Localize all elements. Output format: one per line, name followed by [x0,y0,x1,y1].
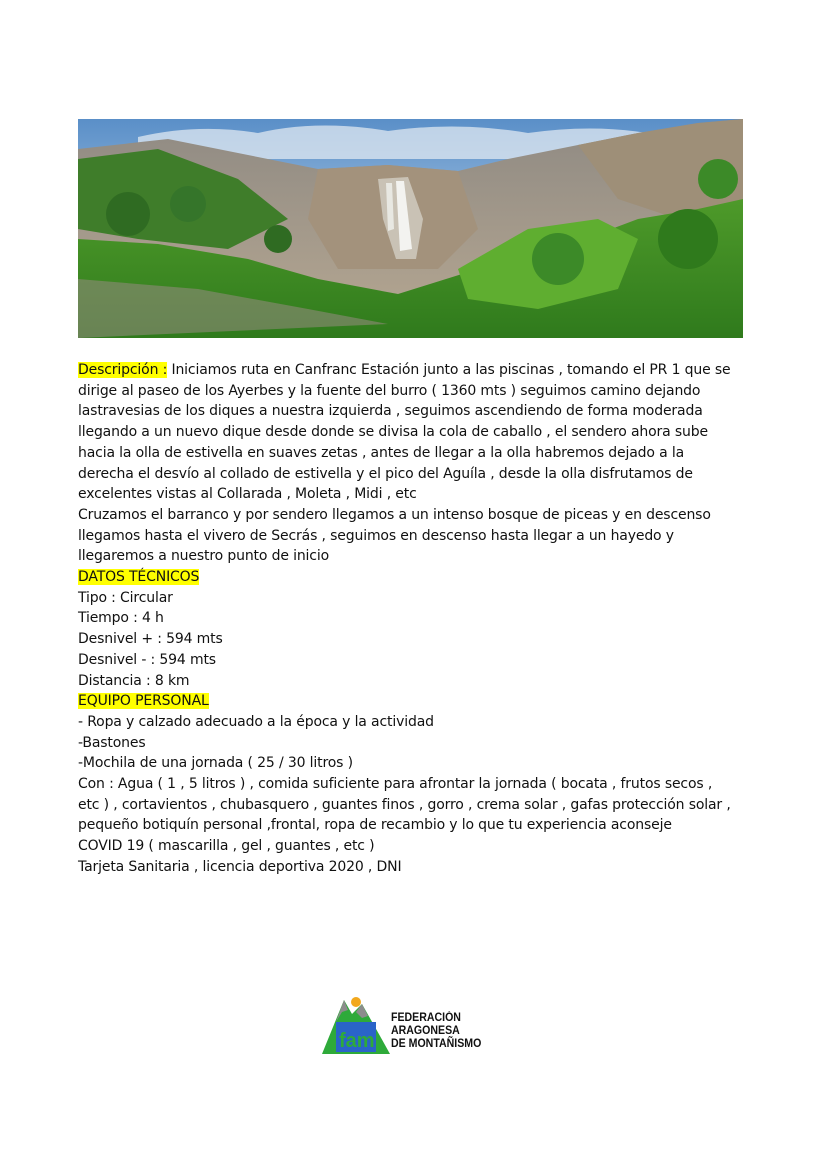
organization-name [391,1012,481,1051]
equipo-line: pequeño botiquín personal ,frontal, ropa de recambio y lo que tu experiencia aconseje [78,817,672,834]
waterfall-photo [78,119,743,338]
fam-mark: fam [339,1030,375,1052]
description-line: excelentes vistas al Collarada , Moleta , Midi , etc [78,486,417,503]
equipo-line: Con : Agua ( 1 , 5 litros ) , comida suficiente para afrontar la jornada ( bocata , frutos secos , [78,776,713,793]
tech-tiempo: Tiempo : 4 h [78,610,164,627]
description-line: derecha el desvío al collado de estivella y el pico del Aguíla , desde la olla disfrutamos de [78,465,693,482]
org-line-1: FEDERACIÓN [391,1012,461,1024]
equipo-heading: EQUIPO PERSONAL [78,693,209,710]
equipo-line: COVID 19 ( mascarilla , gel , guantes , etc ) [78,838,375,855]
description-line: Iniciamos ruta en Canfranc Estación junto a las piscinas , tomando el PR 1 que se [167,362,731,378]
fam-mountain-logo-icon [322,992,390,1058]
equipo-line: -Bastones [78,734,146,751]
equipo-line: -Mochila de una jornada ( 25 / 30 litros ) [78,755,353,772]
tech-distancia: Distancia : 8 km [78,672,190,689]
description-line: hacia la olla de estivella en suaves zetas , antes de llegar a la olla habremos dejado a la [78,444,685,461]
description-line: Cruzamos el barranco y por sendero llegamos a un intenso bosque de piceas y en descenso [78,506,711,523]
equipo-heading-row [78,691,748,712]
org-line-3: DE MONTAÑISMO [391,1038,482,1050]
description-label: Descripción : [78,362,168,378]
description-line: lastravesias de los diques a nuestra izquierda , seguimos ascendiendo de forma moderada [78,403,703,420]
description-paragraph [78,360,748,381]
equipo-line: etc ) , cortavientos , chubasquero , guantes finos , gorro , crema solar , gafas protección solar , [78,796,731,813]
tech-desnivel-negativo: Desnivel - : 594 mts [78,651,216,668]
federation-logo [322,992,502,1058]
description-line: llegamos hasta el vivero de Secrás , seguimos en descenso hasta llegar a un hayedo y [78,527,674,544]
waterfall-mountain-photo-icon [78,119,743,338]
tech-tipo: Tipo : Circular [78,589,173,606]
description-line: dirige al paseo de los Ayerbes y la fuente del burro ( 1360 mts ) seguimos camino dejando [78,382,701,399]
tech-heading: DATOS TÉCNICOS [78,569,200,586]
route-text [78,360,748,878]
equipo-line: Tarjeta Sanitaria , licencia deportiva 2020 , DNI [78,858,402,875]
equipo-line: - Ropa y calzado adecuado a la época y la actividad [78,713,434,730]
tech-desnivel-positivo: Desnivel + : 594 mts [78,631,223,648]
description-line: llegaremos a nuestro punto de inicio [78,548,329,565]
org-line-2: ARAGONESA [391,1025,460,1037]
description-line: llegando a un nuevo dique desde donde se divisa la cola de caballo , el sendero ahora sube [78,424,708,441]
tech-heading-row [78,567,748,588]
